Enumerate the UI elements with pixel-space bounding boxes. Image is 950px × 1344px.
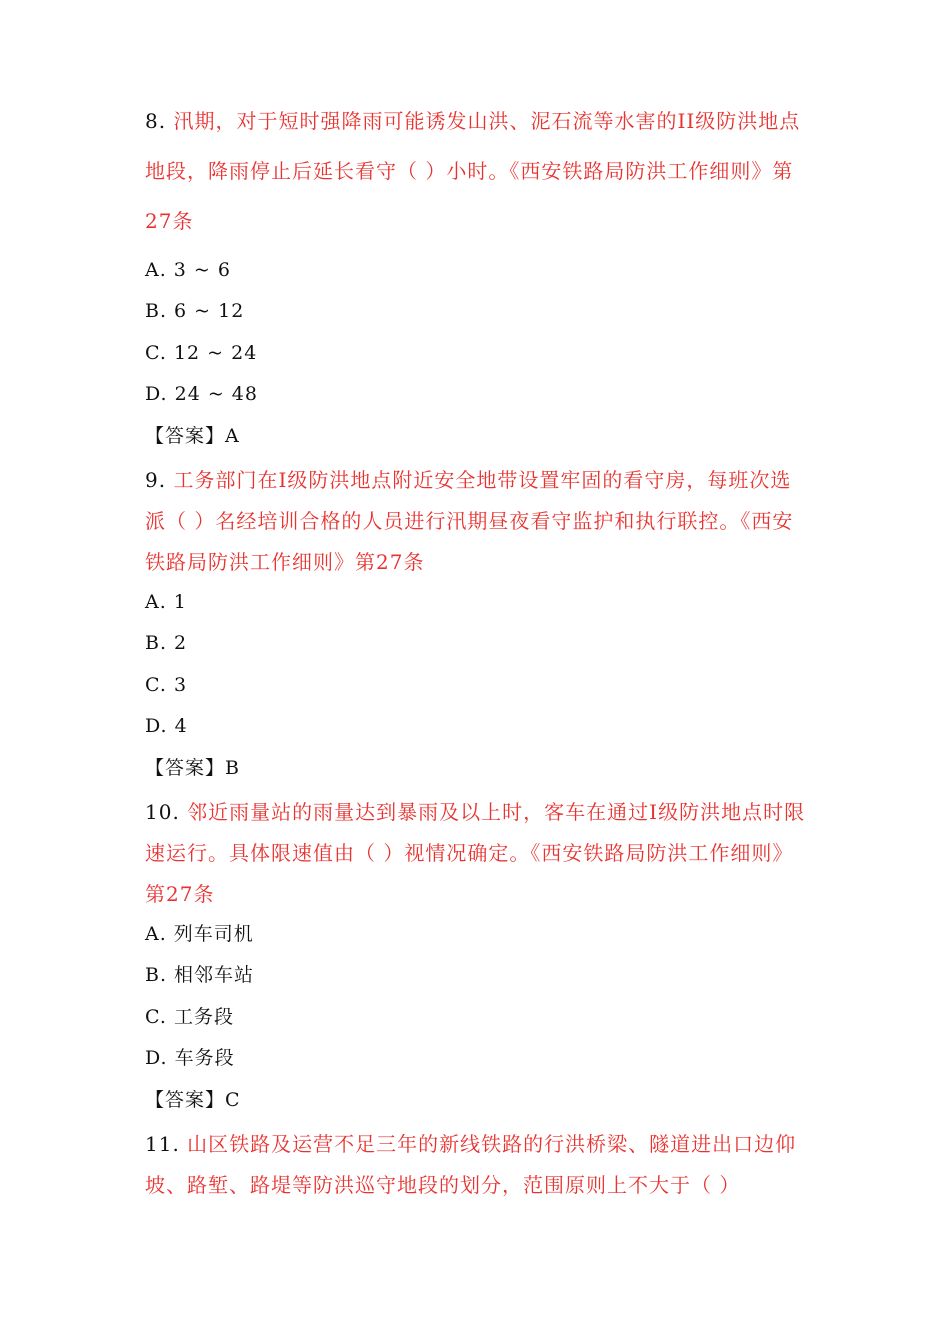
option-c: C. 工务段 bbox=[145, 1006, 234, 1028]
option-b: B. 相邻车站 bbox=[145, 964, 255, 986]
answer: 【答案】A bbox=[145, 425, 240, 447]
answer: 【答案】C bbox=[145, 1089, 241, 1111]
option-a: A. 3 ~ 6 bbox=[145, 259, 231, 281]
option-d: D. 4 bbox=[145, 715, 188, 737]
question-9-text bbox=[145, 460, 810, 583]
option-a: A. 1 bbox=[145, 591, 187, 613]
option-c: C. 3 bbox=[145, 674, 188, 696]
option-a: A. 列车司机 bbox=[145, 923, 254, 945]
question-body: 邻近雨量站的雨量达到暴雨及以上时，客车在通过I级防洪地点时限速运行。具体限速值由（ ）视情况确定。《西安铁路局防洪工作细则》第27条 bbox=[145, 800, 806, 906]
question-number: 8. bbox=[145, 109, 167, 133]
question-8-text bbox=[145, 96, 810, 246]
option-d: D. 24 ~ 48 bbox=[145, 383, 258, 405]
option-d: D. 车务段 bbox=[145, 1047, 235, 1069]
question-body: 工务部门在I级防洪地点附近安全地带设置牢固的看守房，每班次选派（ ）名经培训合格的人员进行汛期昼夜看守监护和执行联控。《西安铁路局防洪工作细则》第27条 bbox=[145, 468, 794, 574]
option-c: C. 12 ~ 24 bbox=[145, 342, 258, 364]
answer: 【答案】B bbox=[145, 757, 240, 779]
question-number: 10. bbox=[145, 800, 180, 824]
question-number: 9. bbox=[145, 468, 167, 492]
option-b: B. 2 bbox=[145, 632, 188, 654]
question-body: 山区铁路及运营不足三年的新线铁路的行洪桥梁、隧道进出口边仰坡、路堑、路堤等防洪巡守地段的划分，范围原则上不大于（ ） bbox=[145, 1132, 797, 1197]
question-body: 汛期，对于短时强降雨可能诱发山洪、泥石流等水害的II级防洪地点地段，降雨停止后延长看守（ ）小时。《西安铁路局防洪工作细则》第27条 bbox=[145, 109, 801, 233]
question-10-text bbox=[145, 792, 810, 915]
question-11-text bbox=[145, 1124, 810, 1206]
option-b: B. 6 ~ 12 bbox=[145, 300, 245, 322]
question-number: 11. bbox=[145, 1132, 180, 1156]
